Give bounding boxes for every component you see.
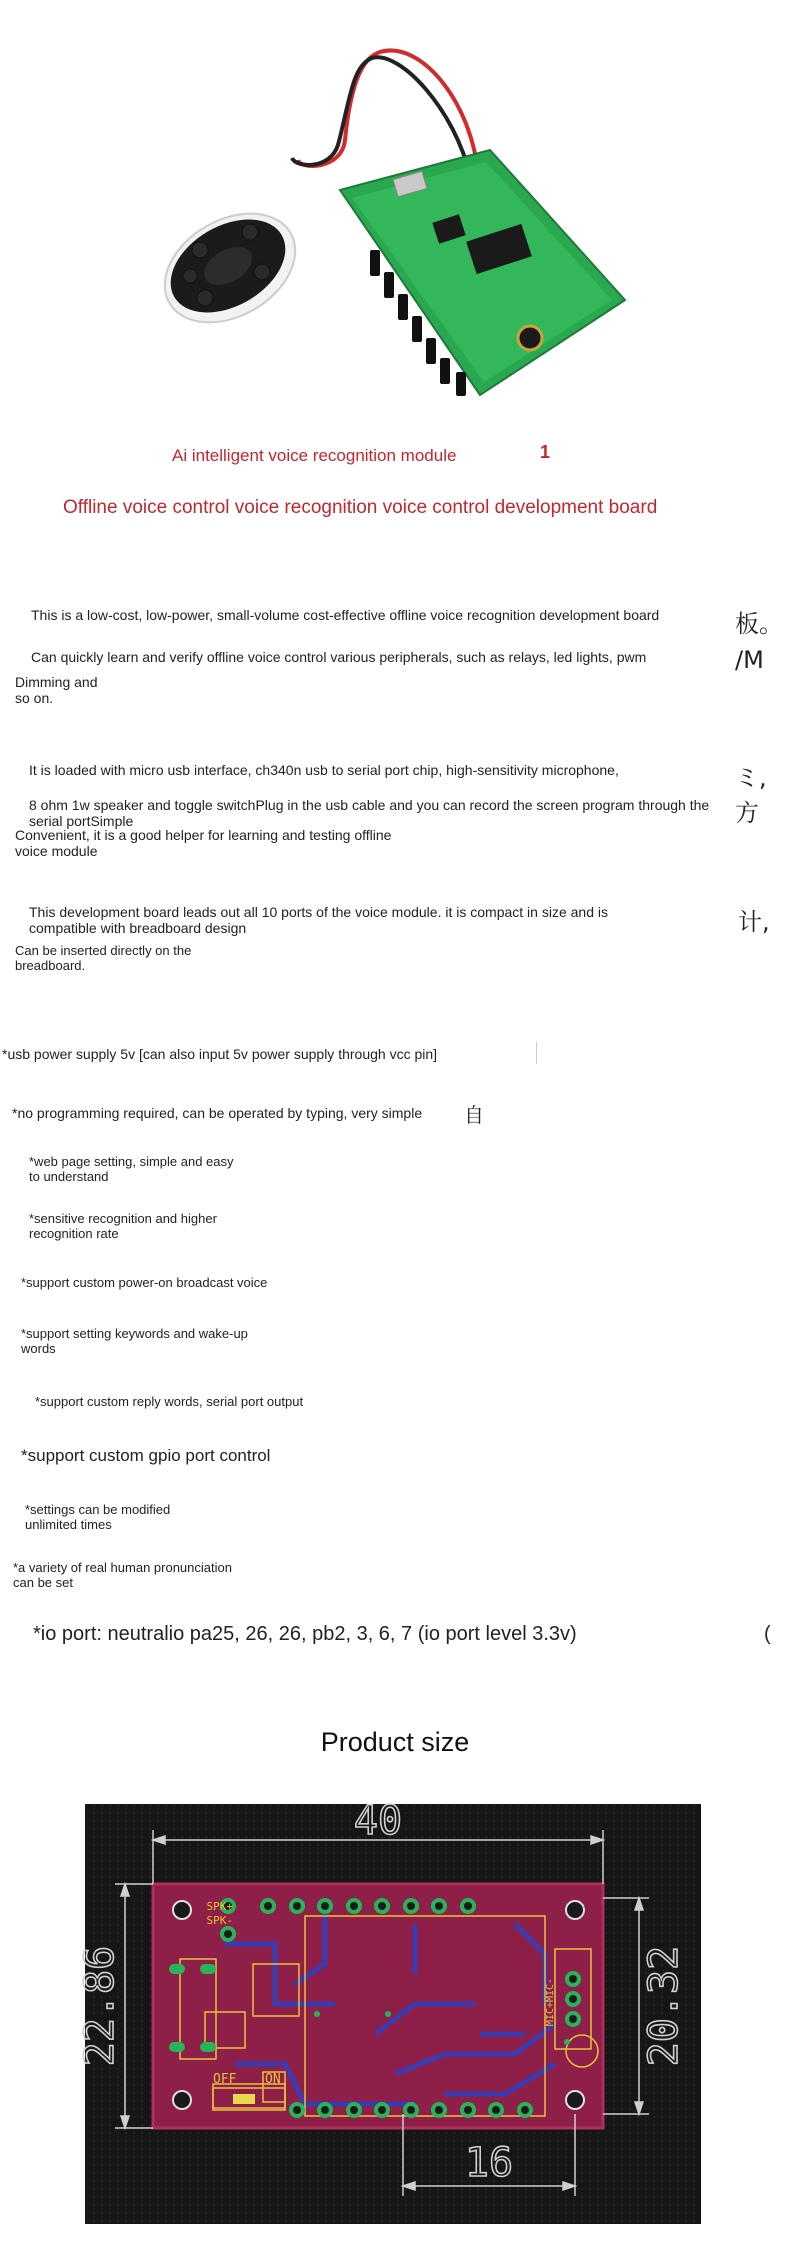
feature-no-programming: *no programming required, can be operated by typing, very simple	[12, 1105, 423, 1121]
height-right-dimension-label: 20.32	[641, 1945, 687, 2067]
description-p1-fragment: 板。	[735, 610, 783, 638]
feature-reply-words: *support custom reply words, serial port output	[35, 1394, 304, 1409]
feature-sensitive-recognition: *sensitive recognition and higher recognition rate	[29, 1211, 217, 1241]
on-label: ON	[265, 2072, 281, 2087]
description-p1: This is a low-cost, low-power, small-volume cost-effective offline voice recognition development board	[31, 607, 660, 623]
description-p2: Can quickly learn and verify offline voice control various peripherals, such as relays, led lights, pwm	[31, 649, 647, 665]
description-p5: Convenient, it is a good helper for learning and testing offline voice module	[15, 827, 392, 859]
toggle-switch	[233, 2094, 255, 2104]
description-p4: 8 ohm 1w speaker and toggle switchPlug in the usb cable and you can record the screen program through the serial portSimple	[29, 797, 710, 829]
mic-pads	[567, 1973, 579, 2025]
feature-pronunciation: *a variety of real human pronunciation can be set	[13, 1560, 232, 1590]
feature-usb-power: *usb power supply 5v [can also input 5v power supply through vcc pin]	[2, 1046, 438, 1062]
feature-keywords: *support setting keywords and wake-up words	[21, 1326, 248, 1356]
description-p6: This development board leads out all 10 ports of the voice module. it is compact in size and is compatible with breadboard design	[29, 904, 608, 936]
description-p2-continued: Dimming and so on.	[15, 674, 98, 706]
width-dimension-label: 40	[353, 1798, 403, 1844]
black-wire	[292, 57, 470, 176]
pitch-dimension-label: 16	[464, 2140, 514, 2186]
voice-board	[340, 150, 625, 396]
feature-divider	[536, 1042, 537, 1064]
description-p7: Can be inserted directly on the breadboard.	[15, 943, 192, 973]
spk-plus-label: SPK+	[206, 1900, 233, 1913]
header-pads-bottom	[291, 2104, 531, 2116]
main-title: Offline voice control voice recognition voice control development board	[63, 497, 658, 518]
off-label: OFF	[213, 2072, 237, 2087]
feature-io-port-fragment: (	[764, 1623, 771, 1645]
red-wire	[298, 50, 478, 172]
feature-no-programming-fragment: 自	[464, 1103, 484, 1127]
feature-web-setting: *web page setting, simple and easy to understand	[29, 1154, 234, 1184]
description-p3-fragment: ミ,	[735, 764, 767, 792]
description-p2-fragment: /M	[735, 646, 764, 674]
product-photo	[0, 0, 790, 420]
feature-gpio: *support custom gpio port control	[21, 1446, 271, 1465]
height-left-dimension-label: 22.86	[77, 1945, 123, 2067]
description-p4-fragment: 方	[735, 799, 759, 827]
feature-power-on-broadcast: *support custom power-on broadcast voice	[21, 1275, 268, 1290]
subtitle: Ai intelligent voice recognition module	[172, 446, 457, 465]
description-p3: It is loaded with micro usb interface, ch340n usb to serial port chip, high-sensitivity microphone,	[29, 762, 619, 778]
spk-minus-label: SPK-	[206, 1914, 233, 1927]
description-p6-fragment: 计,	[738, 908, 770, 936]
product-size-heading: Product size	[320, 1727, 470, 1757]
feature-modify-unlimited: *settings can be modified unlimited times	[25, 1502, 171, 1532]
pcb-dimension-drawing	[77, 1798, 701, 2224]
subtitle-mark: 1	[540, 442, 551, 462]
speaker	[145, 191, 314, 344]
feature-io-port: *io port: neutralio pa25, 26, 26, pb2, 3, 6, 7 (io port level 3.3v)	[33, 1623, 577, 1645]
mic-label: MIC+MIC-	[545, 1977, 556, 2027]
